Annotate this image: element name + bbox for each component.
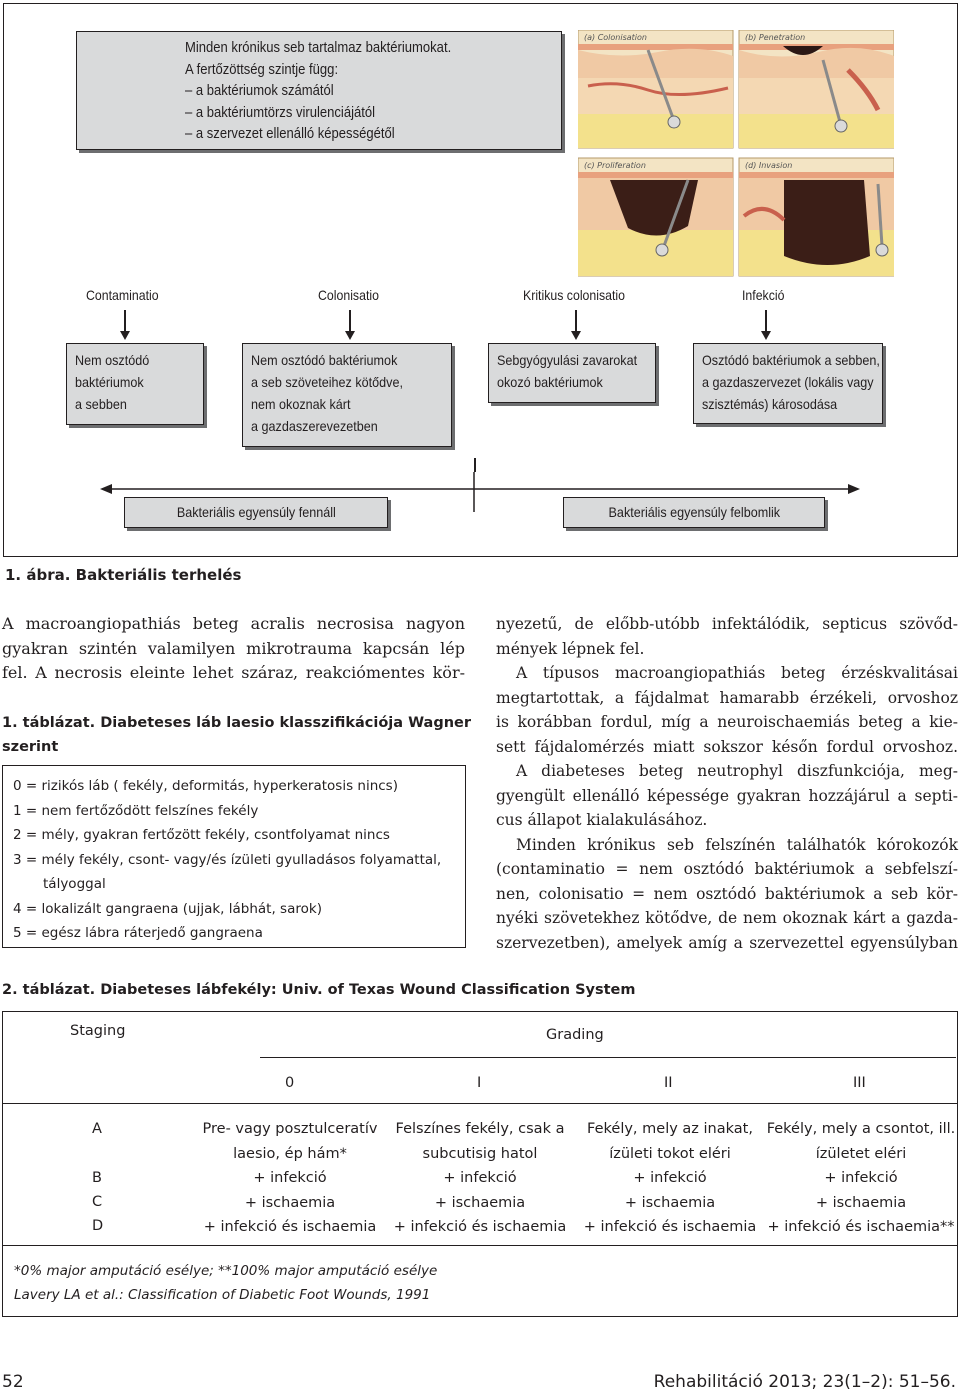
table2-footnote xyxy=(14,1259,437,1307)
stage-label-infekcio: Infekció xyxy=(742,287,785,303)
text-line: mények lépnek fel. xyxy=(496,639,645,658)
table1-caption-line: 1. táblázat. Diabeteses láb laesio klasszifikációja Wagner xyxy=(2,715,472,731)
table2-cell: + ischaemia xyxy=(815,1194,907,1211)
text-line: fel. A necrosis eleinte lehet száraz, reakciómentes kör- xyxy=(2,663,465,682)
arrow-line xyxy=(124,310,126,332)
stage-box-line: a sebben xyxy=(75,396,127,412)
stage-box-line: a gazdaszervezet (lokális vagy xyxy=(702,374,874,390)
panel-invasion xyxy=(739,158,894,276)
staging-header: Staging xyxy=(70,1023,126,1039)
table2-cell: laesio, ép hám* xyxy=(233,1145,347,1162)
stage-box-kritikus-colonisatio xyxy=(488,343,656,403)
table2-cell: ízületi tokot eléri xyxy=(609,1145,731,1162)
table1-row: tályoggal xyxy=(43,876,106,892)
stage-box-line: Nem osztódó xyxy=(75,352,150,368)
grade-1-column xyxy=(386,1117,574,1240)
text-line: cus állapot kialakulásához. xyxy=(496,811,708,829)
table2-rule xyxy=(260,1057,956,1058)
panel-proliferation xyxy=(578,158,733,276)
right-column xyxy=(496,612,958,955)
stage-label-contaminatio: Contaminatio xyxy=(86,287,159,303)
info-box-line: – a szervezet ellenálló képességétől xyxy=(185,126,395,142)
table2-cell: + infekció xyxy=(633,1170,707,1186)
table1-caption xyxy=(2,711,472,759)
panel-penetration xyxy=(739,30,894,148)
info-box-line: – a baktériumtörzs virulenciájától xyxy=(185,104,376,121)
grade-3: III xyxy=(853,1075,866,1091)
grading-header: Grading xyxy=(546,1027,604,1043)
footnote-line: Lavery LA et al.: Classification of Diabetic Foot Wounds, 1991 xyxy=(14,1287,431,1303)
page-number: 52 xyxy=(2,1372,24,1392)
arrow-line xyxy=(575,310,577,332)
balance-right-box xyxy=(563,497,825,528)
journal-reference: Rehabilitáció 2013; 23(1–2): 51–56. xyxy=(653,1372,956,1392)
stage-box-line: nem okoznak kárt xyxy=(251,396,351,412)
panel-label: (b) Penetration xyxy=(745,33,806,42)
table2-cell: + ischaemia xyxy=(434,1194,526,1211)
text-line: sett fájdalomérzés miatt sokszor későn fordul orvoshoz. xyxy=(496,737,958,756)
panel-colonisation xyxy=(578,30,733,148)
grade-0: 0 xyxy=(285,1075,295,1091)
stage-box-contaminatio xyxy=(66,343,204,425)
stage-box-line: Osztódó baktériumok a sebben, xyxy=(702,352,880,368)
stage-box-line: Nem osztódó baktériumok xyxy=(251,352,398,368)
table2-cell: + infekció és ischaemia** xyxy=(767,1219,955,1235)
table1-row: 5 = egész lábra ráterjedő gangraena xyxy=(13,925,263,941)
table1-caption-line: szerint xyxy=(2,739,59,755)
skin-illustration-svg xyxy=(578,30,894,278)
text-line: nen, colonisatio = nem osztódó baktériumok a seb kör- xyxy=(496,884,958,903)
stage-box-line: baktériumok xyxy=(75,374,144,390)
text-line: A típusos macroangiopathiás beteg érzéskvalitásai xyxy=(516,664,958,682)
stage-letter: B xyxy=(92,1170,102,1186)
figure-caption xyxy=(5,566,241,584)
table2-cell: Fekély, mely az inakat, xyxy=(587,1121,753,1137)
arrow-line xyxy=(765,310,767,332)
text-line: gyakran szintén valamilyen mikrotrauma kapcsán lép xyxy=(2,638,465,658)
stage-letter: C xyxy=(92,1194,103,1210)
table2-cell: + ischaemia xyxy=(244,1194,336,1211)
grade-3-column xyxy=(766,1117,956,1240)
info-box-line: A fertőzöttség szintje függ: xyxy=(185,61,339,78)
arrow-head xyxy=(345,331,355,340)
stage-box-infekcio xyxy=(693,343,883,424)
panel-label: (d) Invasion xyxy=(745,161,793,170)
table2-cell: + infekció xyxy=(824,1170,898,1186)
table1-row: 1 = nem fertőződött felszínes fekély xyxy=(13,802,259,819)
panel-label: (c) Proliferation xyxy=(584,161,646,170)
grade-2-column xyxy=(576,1117,764,1240)
table2-caption: 2. táblázat. Diabeteses lábfekély: Univ. of Texas Wound Classification System xyxy=(2,982,636,998)
stage-box-line: a seb szöveteihez kötődve, xyxy=(251,374,404,390)
table2-cell: Pre- vagy posztulceratív xyxy=(202,1121,378,1137)
table2-rule xyxy=(2,1103,958,1104)
footnote-line: *0% major amputáció esélye; **100% major amputáció esélye xyxy=(14,1263,438,1279)
table1-box xyxy=(2,765,466,948)
figure-caption-text: Bakteriális terhelés xyxy=(75,566,242,584)
table2-cell: + infekció és ischaemia xyxy=(393,1219,567,1235)
text-line: szervezetben), amelyek amíg a szervezettel egyensúlyban xyxy=(496,933,958,952)
text-line: nyezetű, de előbb-utóbb infektálódik, septicus szövőd- xyxy=(496,615,958,633)
stage-letter: D xyxy=(92,1218,104,1234)
info-box-line: – a baktériumok számától xyxy=(185,83,334,99)
stage-box-line: a gazdaszerevezetben xyxy=(251,418,378,434)
table2-cell: + infekció xyxy=(443,1170,517,1186)
table2-cell: ízületet eléri xyxy=(815,1145,907,1162)
info-box-line: Minden krónikus seb tartalmaz baktériumokat. xyxy=(185,40,452,56)
text-line: Minden krónikus seb felszínén találhatók kórokozók xyxy=(516,835,958,854)
stage-label-colonisatio: Colonisatio xyxy=(318,287,379,303)
text-line: A diabeteses beteg neutrophyl diszfunkciója, meg- xyxy=(516,762,958,780)
arrow-head xyxy=(571,331,581,340)
text-line: nyéki szövetekhez kötődve, de nem okoznak kárt a gazda- xyxy=(496,909,958,927)
arrow-head xyxy=(761,331,771,340)
info-box xyxy=(76,31,562,150)
table2-cell: + infekció és ischaemia xyxy=(203,1219,377,1235)
table2-cell: Fekély, mely a csontot, ill. xyxy=(766,1121,956,1137)
balance-left-box xyxy=(124,497,388,528)
balance-left-label: Bakteriális egyensúly fennáll xyxy=(176,504,336,520)
grade-0-column xyxy=(196,1117,384,1240)
table2-cell: subcutisig hatol xyxy=(422,1145,538,1162)
skin-illustration xyxy=(578,30,894,278)
arrow-line xyxy=(349,310,351,332)
table2-cell: + infekció xyxy=(253,1170,327,1186)
balance-axis-stem xyxy=(474,458,476,472)
stage-letter: A xyxy=(92,1121,102,1137)
balance-right-label: Bakteriális egyensúly felbomlik xyxy=(608,504,780,520)
table1-row: 2 = mély, gyakran fertőzött fekély, csontfolyamat nincs xyxy=(13,827,390,843)
table2-cell: + ischaemia xyxy=(624,1194,716,1211)
table2-cell: + infekció és ischaemia xyxy=(583,1219,757,1235)
table1-row: 0 = rizikós láb ( fekély, deformitás, hyperkeratosis nincs) xyxy=(13,778,398,794)
text-line: (contaminatio = nem osztódó baktériumok a sebfelszí- xyxy=(496,860,958,878)
table1-row: 3 = mély fekély, csont- vagy/és ízületi gyulladásos folyamattal, xyxy=(13,851,442,868)
table2-rule xyxy=(2,1245,958,1246)
stage-box-line: okozó baktériumok xyxy=(497,374,603,390)
stage-label-kritikus-colonisatio: Kritikus colonisatio xyxy=(523,287,626,303)
stage-box-line: szisztémás) károsodása xyxy=(702,396,838,412)
text-line: A macroangiopathiás beteg acralis necrosisa nagyon xyxy=(2,614,465,633)
left-paragraph xyxy=(2,612,465,686)
text-line: gyengült ellenálló képessége gyakran hozzájárul a septi- xyxy=(496,786,958,805)
table1-row: 4 = lokalizált gangraena (ujjak, lábhát, sarok) xyxy=(13,900,322,917)
stage-box-colonisatio xyxy=(242,343,452,447)
grade-2: II xyxy=(664,1075,673,1091)
panel-label: (a) Colonisation xyxy=(584,33,647,42)
figure-caption-number: 1. ábra. xyxy=(5,566,71,584)
table2-cell: Felszínes fekély, csak a xyxy=(395,1121,565,1137)
stage-box-line: Sebgyógyulási zavarokat xyxy=(497,352,638,368)
text-line: megtartottak, a fájdalmat hamarabb érzékeli, orvoshoz xyxy=(496,688,958,707)
grade-1: I xyxy=(477,1075,482,1091)
arrow-head xyxy=(120,331,130,340)
text-line: is korábban fordul, míg a neuroischaemiás beteg a kie- xyxy=(496,713,958,731)
